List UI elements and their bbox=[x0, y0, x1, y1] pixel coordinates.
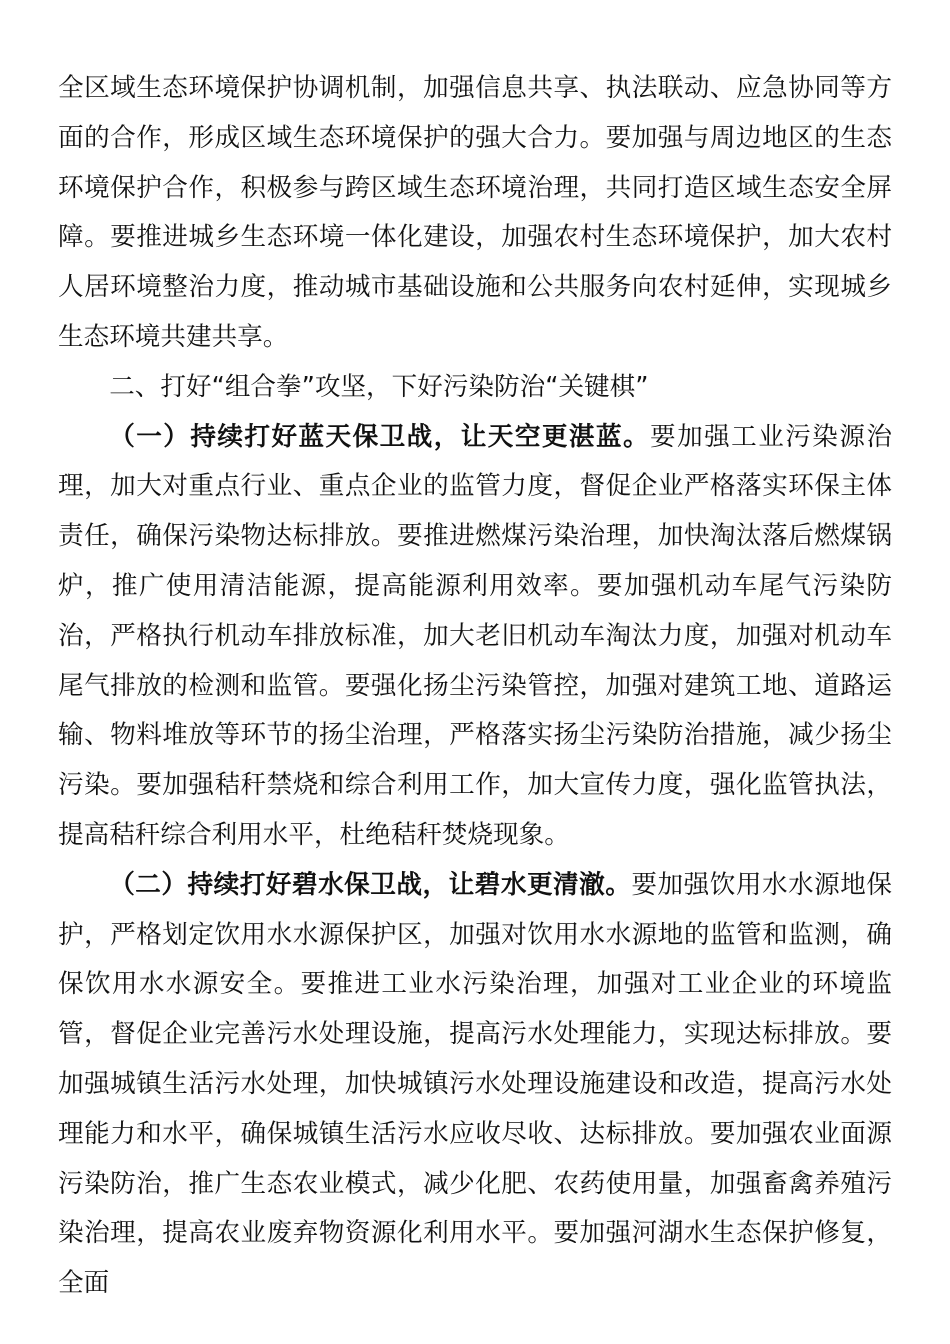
subsection-paragraph-2 bbox=[58, 861, 892, 1309]
section-heading: 二、打好“组合拳”攻坚，下好污染防治“关键棋” bbox=[109, 371, 649, 402]
subsection-paragraph-1 bbox=[58, 413, 892, 861]
document-body bbox=[58, 64, 892, 1309]
subsection-title-2: （二）持续打好碧水保卫战，让碧水更清澈。 bbox=[109, 869, 632, 900]
subsection-body-1: 要加强工业污染源治理，加大对重点行业、重点企业的监管力度，督促企业严格落实环保主体责任，确保污染物达标排放。要推进燃煤污染治理，加快淘汰落后燃煤锅炉，推广使用清洁能源，提高能源利用效率。要加强机动车尾气污染防治，严格执行机动车排放标准，加大老旧机动车淘汰力度，加强对机动车尾气排放的检测和监管。要强化扬尘污染管控，加强对建筑工地、道路运输、物料堆放等环节的扬尘治理，严格落实扬尘污染防治措施，减少扬尘污染。要加强秸秆禁烧和综合利用工作，加大宣传力度，强化监管执法，提高秸秆综合利用水平，杜绝秸秆焚烧现象。 bbox=[58, 421, 892, 850]
paragraph-continuation: 全区域生态环境保护协调机制，加强信息共享、执法联动、应急协同等方面的合作，形成区域生态环境保护的强大合力。要加强与周边地区的生态环境保护合作，积极参与跨区域生态环境治理，共同打造区域生态安全屏障。要推进城乡生态环境一体化建设，加强农村生态环境保护，加大农村人居环境整治力度，推动城市基础设施和公共服务向农村延伸，实现城乡生态环境共建共享。 bbox=[58, 73, 892, 352]
subsection-title-1: （一）持续打好蓝天保卫战，让天空更湛蓝。 bbox=[109, 421, 651, 452]
subsection-body-2: 要加强饮用水水源地保护，严格划定饮用水水源保护区，加强对饮用水水源地的监管和监测，确保饮用水水源安全。要推进工业水污染治理，加强对工业企业的环境监管，督促企业完善污水处理设施，提高污水处理能力，实现达标排放。要加强城镇生活污水处理，加快城镇污水处理设施建设和改造，提高污水处理能力和水平，确保城镇生活污水应收尽收、达标排放。要加强农业面源污染防治，推广生态农业模式，减少化肥、农药使用量，加强畜禽养殖污染治理，提高农业废弃物资源化利用水平。要加强河湖水生态保护修复，全面 bbox=[58, 869, 892, 1299]
